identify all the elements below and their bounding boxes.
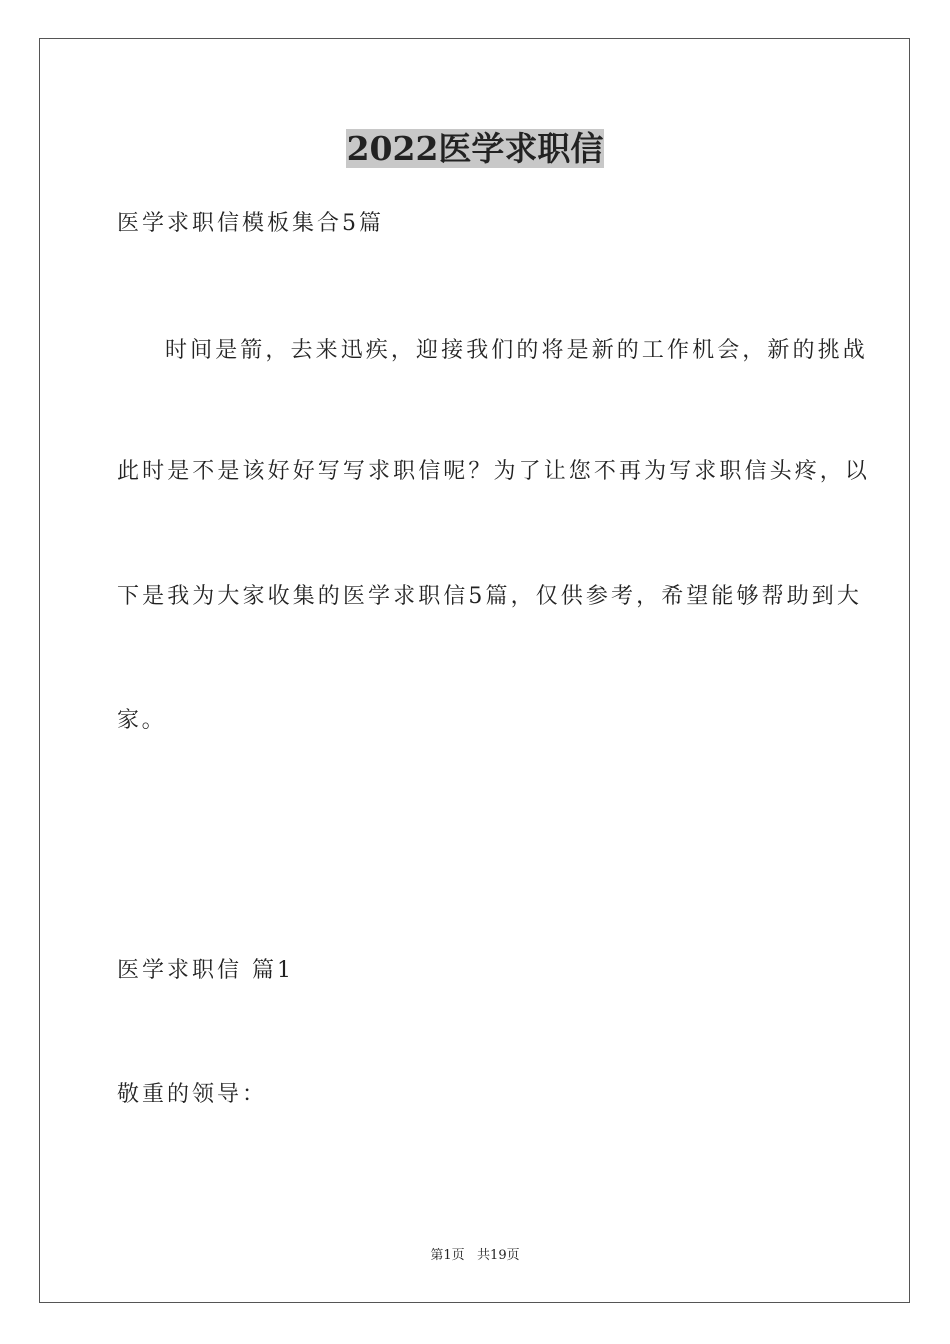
document-title-text: 2022医学求职信 — [346, 129, 604, 168]
intro-line-1: 时间是箭，去来迅疾，迎接我们的将是新的工作机会，新的挑战 — [165, 338, 868, 363]
section-heading: 医学求职信 篇1 — [117, 958, 294, 983]
intro-line-2: 此时是不是该好好写写求职信呢？为了让您不再为写求职信头疼，以 — [117, 459, 871, 484]
letter-greeting: 敬重的领导： — [117, 1082, 268, 1107]
page-footer: 第1页 共19页 — [430, 1248, 520, 1263]
document-subtitle: 医学求职信模板集合5篇 — [117, 211, 384, 236]
intro-line-3: 下是我为大家收集的医学求职信5篇，仅供参考，希望能够帮助到大 — [117, 584, 862, 609]
intro-line-4: 家。 — [117, 708, 167, 733]
document-title — [0, 128, 950, 170]
